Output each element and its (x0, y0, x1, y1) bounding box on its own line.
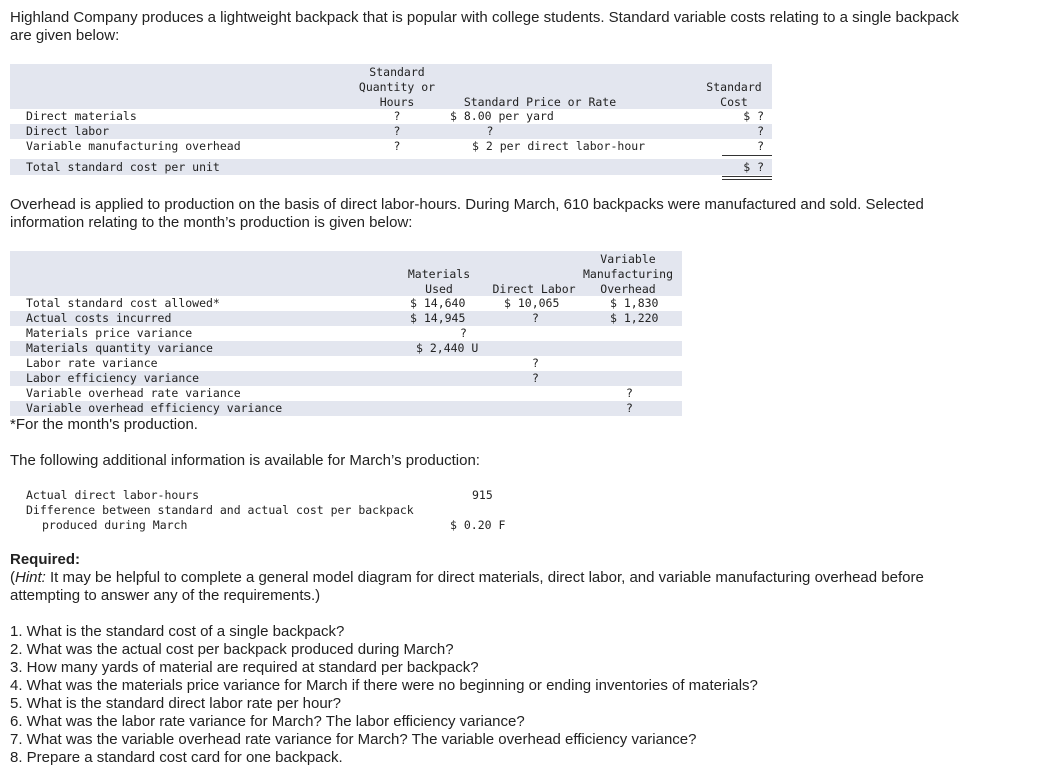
row-price: ? (486, 124, 494, 138)
list-item: 3. How many yards of material are required at standard per backpack? (10, 659, 479, 676)
labor-hours-label: Actual direct labor-hours (26, 488, 200, 502)
header-materials-line2: Used (425, 282, 453, 296)
row-cost: $ ? (743, 109, 764, 123)
table-row (10, 124, 772, 139)
list-item: 2. What was the actual cost per backpack produced during March? (10, 641, 454, 658)
table-row (10, 109, 772, 124)
header-overhead-line2: Manufacturing (582, 267, 673, 281)
header-overhead-line3: Overhead (600, 282, 656, 296)
row-materials: ? (460, 326, 467, 340)
variance-table (10, 251, 682, 417)
row-labor: ? (532, 356, 539, 370)
header-overhead-line1: Variable (600, 252, 656, 266)
row-qty: ? (393, 124, 401, 138)
row-overhead: $ 1,220 (610, 311, 659, 325)
row-label: Actual costs incurred (26, 311, 172, 325)
hint-text: It may be helpful to complete a general model diagram for direct materials, direct labor, and variable manufacturing overhead before attempting to answer any of the requirements.) (10, 569, 924, 604)
header-cost-line1: Standard (706, 80, 762, 94)
list-item: 6. What was the labor rate variance for March? The labor efficiency variance? (10, 713, 525, 730)
row-label: Direct materials (26, 109, 137, 123)
row-labor: ? (532, 371, 539, 385)
row-cost: ? (757, 124, 764, 138)
row-label: Direct labor (26, 124, 110, 138)
row-label: Variable overhead rate variance (26, 386, 241, 400)
table-row (10, 139, 772, 154)
row-qty: ? (393, 139, 401, 153)
row-label: Materials quantity variance (26, 341, 213, 355)
row-materials: $ 14,945 (410, 311, 466, 325)
header-qty-line3: Hours (379, 95, 415, 109)
row-labor: $ 10,065 (504, 296, 560, 310)
row-labor: ? (532, 311, 539, 325)
header-labor: Direct Labor (492, 282, 576, 296)
row-overhead: ? (626, 401, 633, 415)
hint-paragraph: (Hint: It may be helpful to complete a general model diagram for direct materials, direct labor, and variable manufacturing overhead before attempting to answer any of the requirements.) (10, 569, 924, 604)
hint-label: Hint: (15, 569, 46, 586)
row-label: Labor rate variance (26, 356, 158, 370)
header-materials-line1: Materials (407, 267, 471, 281)
total-label: Total standard cost per unit (26, 160, 220, 174)
cost-difference-value: $ 0.20 F (450, 518, 506, 532)
row-label: Materials price variance (26, 326, 193, 340)
list-item: 4. What was the materials price variance for March if there were no beginning or ending inventories of materials? (10, 677, 758, 694)
row-label: Variable overhead efficiency variance (26, 401, 283, 415)
list-item: 7. What was the variable overhead rate variance for March? The variable overhead efficiency variance? (10, 731, 697, 748)
row-cost: ? (757, 139, 764, 153)
table-row-total (10, 159, 772, 175)
row-overhead: ? (626, 386, 633, 400)
labor-hours-value: 915 (472, 488, 493, 502)
row-label: Labor efficiency variance (26, 371, 200, 385)
row-label: Variable manufacturing overhead (26, 139, 241, 153)
required-heading: Required: (10, 551, 81, 568)
standard-cost-table (10, 64, 772, 180)
row-price: $ 8.00 per yard (450, 109, 554, 123)
header-qty-line2: Quantity or (358, 80, 436, 94)
additional-info-table (10, 487, 520, 535)
double-rule-bottom (722, 179, 772, 180)
subtotal-rule (722, 155, 772, 156)
list-item: 1. What is the standard cost of a single backpack? (10, 623, 345, 640)
table-row (10, 401, 682, 416)
row-materials: $ 14,640 (410, 296, 466, 310)
table-row (10, 296, 682, 311)
table-row (10, 356, 682, 371)
footnote: *For the month's production. (10, 416, 198, 433)
row-qty: ? (393, 109, 401, 123)
table-row (10, 386, 682, 401)
table-row (10, 371, 682, 386)
intro-text: Highland Company produces a lightweight backpack that is popular with college students. Standard variable costs relating to a single backpack are given below: (10, 9, 959, 44)
cost-difference-label: Difference between standard and actual cost per backpack (26, 503, 414, 517)
table-row (10, 326, 682, 341)
row-overhead: $ 1,830 (610, 296, 659, 310)
row-price: $ 2 per direct labor-hour (472, 139, 646, 153)
header-cost-line2: Cost (720, 95, 748, 109)
cost-difference-label-cont: produced during March (42, 518, 188, 532)
list-item: 5. What is the standard direct labor rate per hour? (10, 695, 342, 712)
total-cost: $ ? (743, 160, 764, 174)
overhead-paragraph: Overhead is applied to production on the basis of direct labor-hours. During March, 610 backpacks were manufactured and sold. Selected information relating to the month’s production is given below: (10, 196, 924, 231)
row-materials: $ 2,440 U (416, 341, 479, 355)
questions-list (10, 623, 1050, 767)
row-label: Total standard cost allowed* (26, 296, 220, 310)
header-qty-line1: Standard (369, 65, 425, 79)
additional-info-paragraph: The following additional information is available for March’s production: (10, 452, 480, 469)
list-item: 8. Prepare a standard cost card for one backpack. (10, 749, 343, 766)
table-row (10, 311, 682, 326)
table-row (10, 341, 682, 356)
header-price: Standard Price or Rate (463, 95, 617, 109)
double-rule-top (722, 176, 772, 177)
